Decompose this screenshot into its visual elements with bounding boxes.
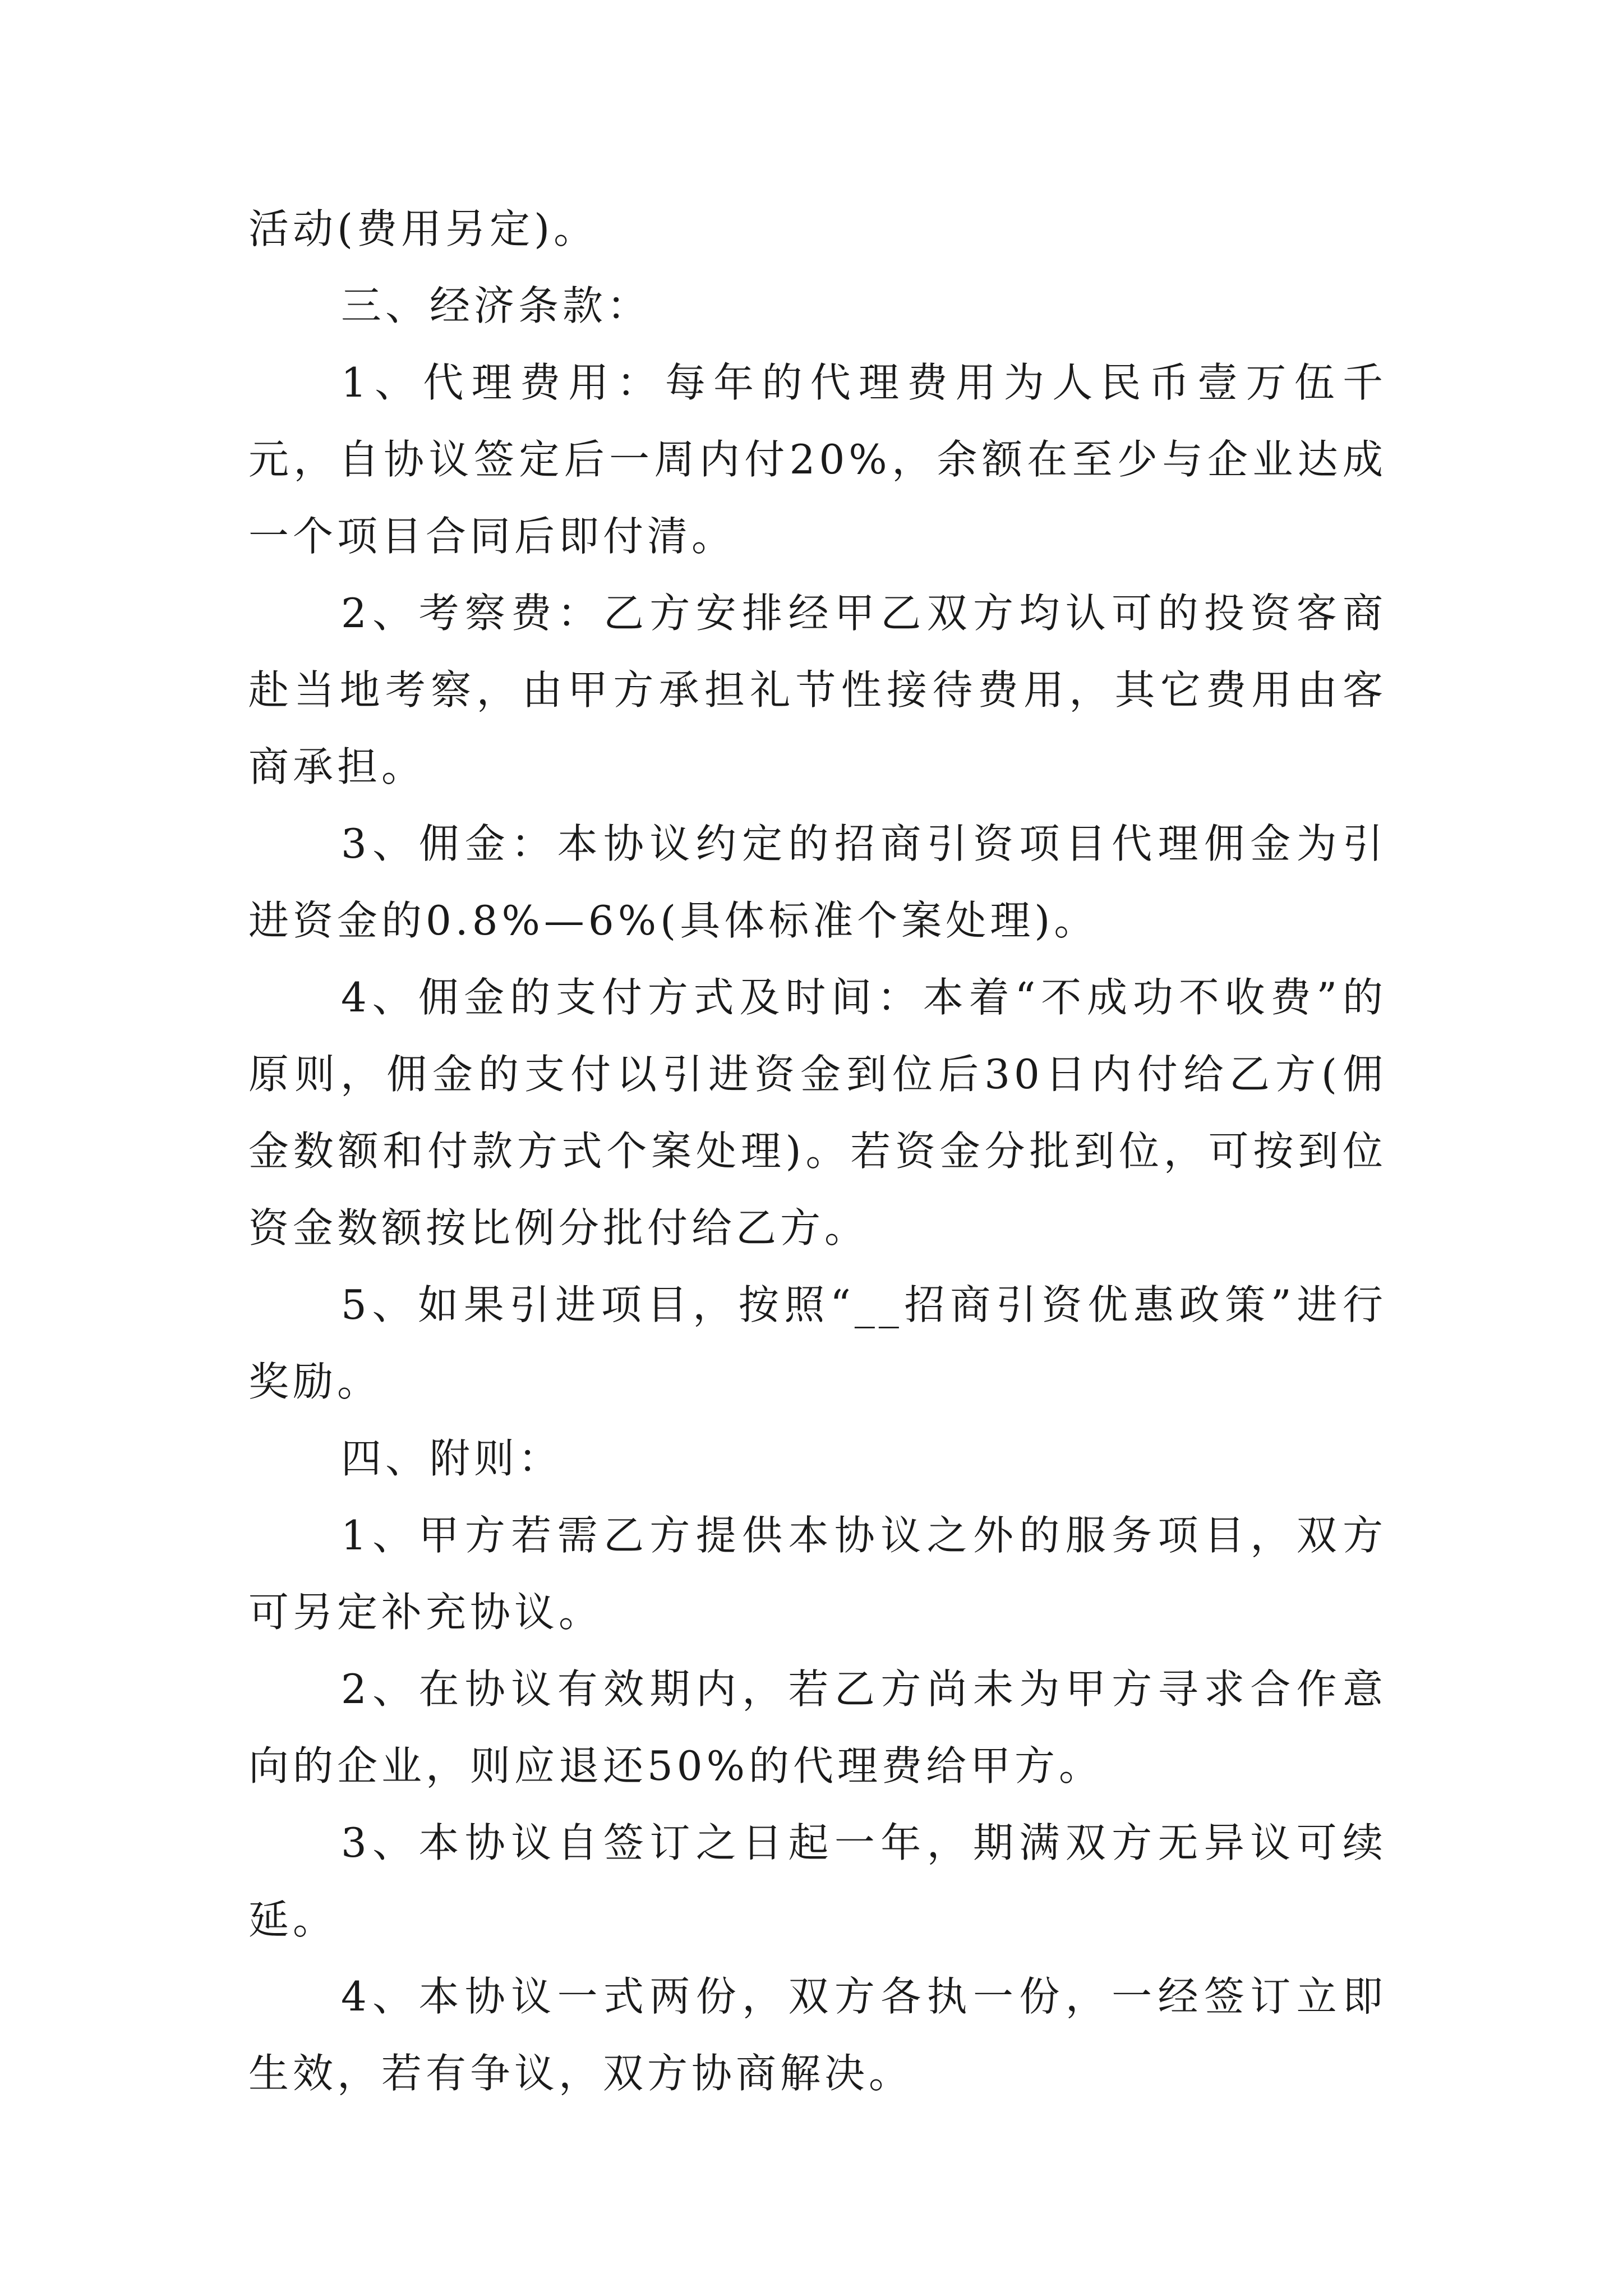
document-body (248, 191, 1387, 2112)
clause-agency-fee: 1、代理费用：每年的代理费用为人民币壹万伍千元，自协议签定后一周内付20%，余额在至少与企业达成一个项目合同后即付清。 (248, 359, 1387, 560)
paragraph-continuation: 活动(费用另定)。 (248, 205, 598, 252)
clause-additional-services: 1、甲方若需乙方提供本协议之外的服务项目，双方可另定补充协议。 (248, 1512, 1387, 1636)
clause-inspection-fee: 2、考察费：乙方安排经甲乙双方均认可的投资客商赴当地考察，由甲方承担礼节性接待费用，其它费用由客商承担。 (248, 590, 1387, 790)
clause-copies: 4、本协议一式两份，双方各执一份，一经签订立即生效，若有争议，双方协商解决。 (248, 1973, 1387, 2097)
section-heading-supplementary: 四、附则： (341, 1435, 563, 1482)
clause-commission-payment: 4、佣金的支付方式及时间：本着“不成功不收费”的原则，佣金的支付以引进资金到位后30日内付给乙方(佣金数额和付款方式个案处理)。若资金分批到位，可按到位资金数额按比例分批付给乙方。 (248, 974, 1387, 1251)
clause-term: 3、本协议自签订之日起一年，期满双方无异议可续延。 (248, 1819, 1387, 1943)
clause-commission: 3、佣金：本协议约定的招商引资项目代理佣金为引进资金的0.8%—6%(具体标准个案处理)。 (248, 820, 1387, 944)
clause-refund: 2、在协议有效期内，若乙方尚未为甲方寻求合作意向的企业，则应退还50%的代理费给甲方。 (248, 1665, 1387, 1789)
clause-reward: 5、如果引进项目，按照“__招商引资优惠政策”进行奖励。 (248, 1281, 1387, 1405)
section-heading-economic-terms: 三、经济条款： (341, 282, 652, 329)
